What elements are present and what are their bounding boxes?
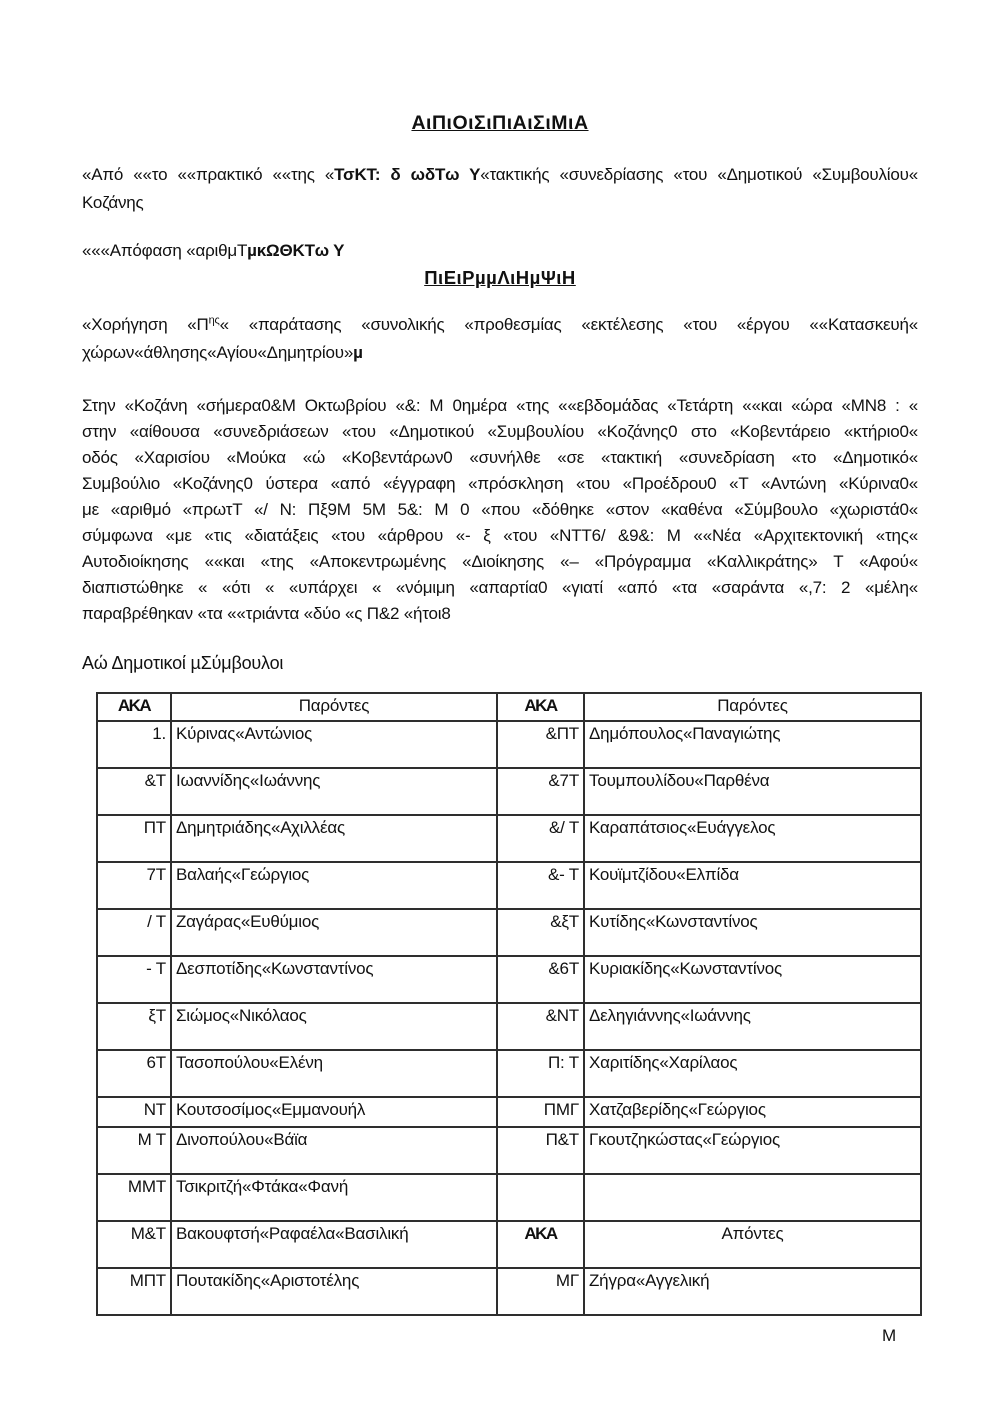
intro-line-1 — [82, 161, 918, 189]
member-name-cell: Δημητριάδης«Αχιλλέας — [171, 815, 497, 862]
member-number-cell: ΠΜΓ — [497, 1097, 584, 1127]
decision-number: µκΩΘΚΤω Υ — [247, 241, 345, 260]
intro-line-2: Κοζάνης — [82, 193, 144, 212]
absent-header-aa: ΑΚΑ — [497, 1221, 584, 1268]
table-row — [97, 1127, 921, 1174]
member-name-cell: Δεληγιάννης«Ιωάννης — [584, 1003, 921, 1050]
member-number-cell: Μ Τ — [97, 1127, 171, 1174]
member-number-cell: ΜΠΤ — [97, 1268, 171, 1315]
member-name-cell: Σιώμος«Νικόλαος — [171, 1003, 497, 1050]
table-row — [97, 909, 921, 956]
table-row — [97, 1003, 921, 1050]
table-row — [97, 768, 921, 815]
member-number-cell: ΜΓ — [497, 1268, 584, 1315]
member-name-cell: Καραπάτσιος«Ευάγγελος — [584, 815, 921, 862]
member-number-cell: &- Τ — [497, 862, 584, 909]
subject-line2-text: χώρων«άθλησης«Αγίου«Δημητρίου» — [82, 343, 354, 362]
member-name-cell: Τσικριτζή«Φτάκα«Φανή — [171, 1174, 497, 1221]
member-name-cell: Τασοπούλου«Ελένη — [171, 1050, 497, 1097]
member-number-cell: &7Τ — [497, 768, 584, 815]
body-line: παραβρέθηκαν «τα ««τριάντα «δύο «ς Π&2 «ήτοι8 — [82, 604, 451, 623]
header-aa-right: ΑΚΑ — [497, 693, 584, 721]
absent-header-label: Απόντες — [584, 1221, 921, 1268]
member-number-cell: ΜΜΤ — [97, 1174, 171, 1221]
subject-line-2 — [82, 339, 918, 367]
member-number-cell: &6Τ — [497, 956, 584, 1003]
table-row — [97, 1268, 921, 1315]
member-name-cell: Βακουφτσή«Ραφαέλα«Βασιλική — [171, 1221, 497, 1268]
attendance-table — [96, 692, 922, 1316]
member-number-cell: &/ Τ — [497, 815, 584, 862]
body-line: σύμφωνα «με «τις «διατάξεις «του «άρθρου «- ξ «του «ΝΤΤ6/ &9&: Μ ««Νέα «Αρχιτεκτονική «της« — [82, 526, 918, 545]
body-line: οδός «Χαρισίου «Μούκα «ώ «Κοβεντάρων0 «συνήλθε «σε «τακτική «συνεδρίαση «το «Δημοτικό« — [82, 448, 918, 467]
member-number-cell: ΠΤ — [97, 815, 171, 862]
body-line: Αυτοδιοίκησης ««και «της «Αποκεντρωμένης «Διοίκησης «– «Πρόγραμμα «Καλλικράτης» Τ «Αφού« — [82, 552, 918, 571]
members-heading: Αώ Δημοτικοί µΣύμβουλοι — [82, 653, 284, 673]
member-number-cell: - Τ — [97, 956, 171, 1003]
subject-paragraph — [82, 311, 918, 367]
member-name-cell: Ζαγάρας«Ευθύμιος — [171, 909, 497, 956]
member-name-cell: Δινοπούλου«Βάϊα — [171, 1127, 497, 1174]
member-number-cell: &Τ — [97, 768, 171, 815]
subject-text-post: « «παράτασης «συνολικής «προθεσμίας «εκτέλεσης «του «έργου ««Κατασκευή« — [219, 315, 918, 334]
member-name-cell: Κουτσοσίμος«Εμμανουήλ — [171, 1097, 497, 1127]
decision-label: «««Απόφαση «αριθμΤ — [82, 241, 248, 260]
member-number-cell: Π&Τ — [497, 1127, 584, 1174]
member-name-cell: Δεσποτίδης«Κωνσταντίνος — [171, 956, 497, 1003]
body-line: διαπιστώθηκε « «ότι « «υπάρχει « «νόμιμη «απαρτία0 «γιατί «από «τα «σαράντα «,7: 2 «μέλη« — [82, 578, 918, 597]
session-number: ΤσΚΤ: δ ωδΤω Υ — [334, 165, 481, 184]
member-name-cell: Πουτακίδης«Αριστοτέλης — [171, 1268, 497, 1315]
member-name-cell: Τουμπουλίδου«Παρθένα — [584, 768, 921, 815]
session-details-paragraph — [82, 393, 918, 627]
empty-cell — [497, 1174, 584, 1221]
member-number-cell: 7Τ — [97, 862, 171, 909]
document-title: ΑιΠιΟιΣιΠιΑιΣιΜιΑ — [411, 112, 589, 134]
table-row — [97, 862, 921, 909]
member-number-cell: &ξΤ — [497, 909, 584, 956]
body-line: Συμβούλιο «Κοζάνης0 ύστερα «από «έγγραφη «πρόσκληση «του «Προέδρου0 «Τ «Αντώνη «Κύρινα0« — [82, 474, 918, 493]
member-number-cell: Μ&Τ — [97, 1221, 171, 1268]
member-name-cell: Ζήγρα«Αγγελική — [584, 1268, 921, 1315]
header-present-right: Παρόντες — [584, 693, 921, 721]
member-name-cell: Γκουτζηκώστας«Γεώργιος — [584, 1127, 921, 1174]
member-number-cell: 1. — [97, 721, 171, 768]
header-present-left: Παρόντες — [171, 693, 497, 721]
member-name-cell: Κουϊμτζίδου«Ελπίδα — [584, 862, 921, 909]
table-row — [97, 815, 921, 862]
member-number-cell: Π: Τ — [497, 1050, 584, 1097]
summary-heading: ΠιΕιΡµµΛιΗµΨιΗ — [424, 267, 576, 288]
intro-paragraph — [82, 161, 918, 217]
table-row — [97, 1097, 921, 1127]
table-row — [97, 1050, 921, 1097]
header-aa-left: ΑΚΑ — [97, 693, 171, 721]
member-number-cell: 6Τ — [97, 1050, 171, 1097]
member-name-cell: Χαριτίδης«Χαρίλαος — [584, 1050, 921, 1097]
member-name-cell: Κυτίδης«Κωνσταντίνος — [584, 909, 921, 956]
member-number-cell: ΝΤ — [97, 1097, 171, 1127]
subject-line-1 — [82, 311, 918, 339]
member-number-cell: ξΤ — [97, 1003, 171, 1050]
body-line: Στην «Κοζάνη «σήμερα0&Μ Οκτωβρίου «&: Μ 0ημέρα «της ««εβδομάδας «Τετάρτη ««και «ώρα «ΜΝ8 : « — [82, 396, 918, 415]
subject-line2-bold: µ — [353, 343, 363, 362]
body-line: στην «αίθουσα «συνεδριάσεων «του «Δημοτικού «Συμβουλίου «Κοζάνης0 στο «Κοβεντάρειο «κτήριο0« — [82, 422, 918, 441]
subject-text-pre: «Χορήγηση «Π — [82, 315, 209, 334]
member-number-cell: &ΝΤ — [497, 1003, 584, 1050]
table-row — [97, 1221, 921, 1268]
member-number-cell: &ΠΤ — [497, 721, 584, 768]
empty-cell — [584, 1174, 921, 1221]
table-header-row — [97, 693, 921, 721]
page-number: Μ — [882, 1326, 896, 1345]
member-name-cell: Κύρινας«Αντώνιος — [171, 721, 497, 768]
table-row — [97, 721, 921, 768]
member-name-cell: Βαλαής«Γεώργιος — [171, 862, 497, 909]
table-row — [97, 1174, 921, 1221]
subject-superscript: ης — [208, 314, 220, 327]
member-name-cell: Ιωαννίδης«Ιωάννης — [171, 768, 497, 815]
member-name-cell: Χατζαβερίδης«Γεώργιος — [584, 1097, 921, 1127]
table-row — [97, 956, 921, 1003]
intro-text-post: «τακτικής «συνεδρίασης «του «Δημοτικού «Συμβουλίου« — [480, 165, 918, 184]
member-number-cell: / Τ — [97, 909, 171, 956]
decision-number-line — [82, 237, 918, 265]
member-name-cell: Κυριακίδης«Κωνσταντίνος — [584, 956, 921, 1003]
intro-text-pre: «Από ««το ««πρακτικό ««της « — [82, 165, 335, 184]
body-line: με «αριθμό «πρωτΤ «/ Ν: Πξ9Μ 5Μ 5&: Μ 0 «που «δόθηκε «στον «καθένα «Σύμβουλο «χωριστά0« — [82, 500, 918, 519]
member-name-cell: Δημόπουλος«Παναγιώτης — [584, 721, 921, 768]
